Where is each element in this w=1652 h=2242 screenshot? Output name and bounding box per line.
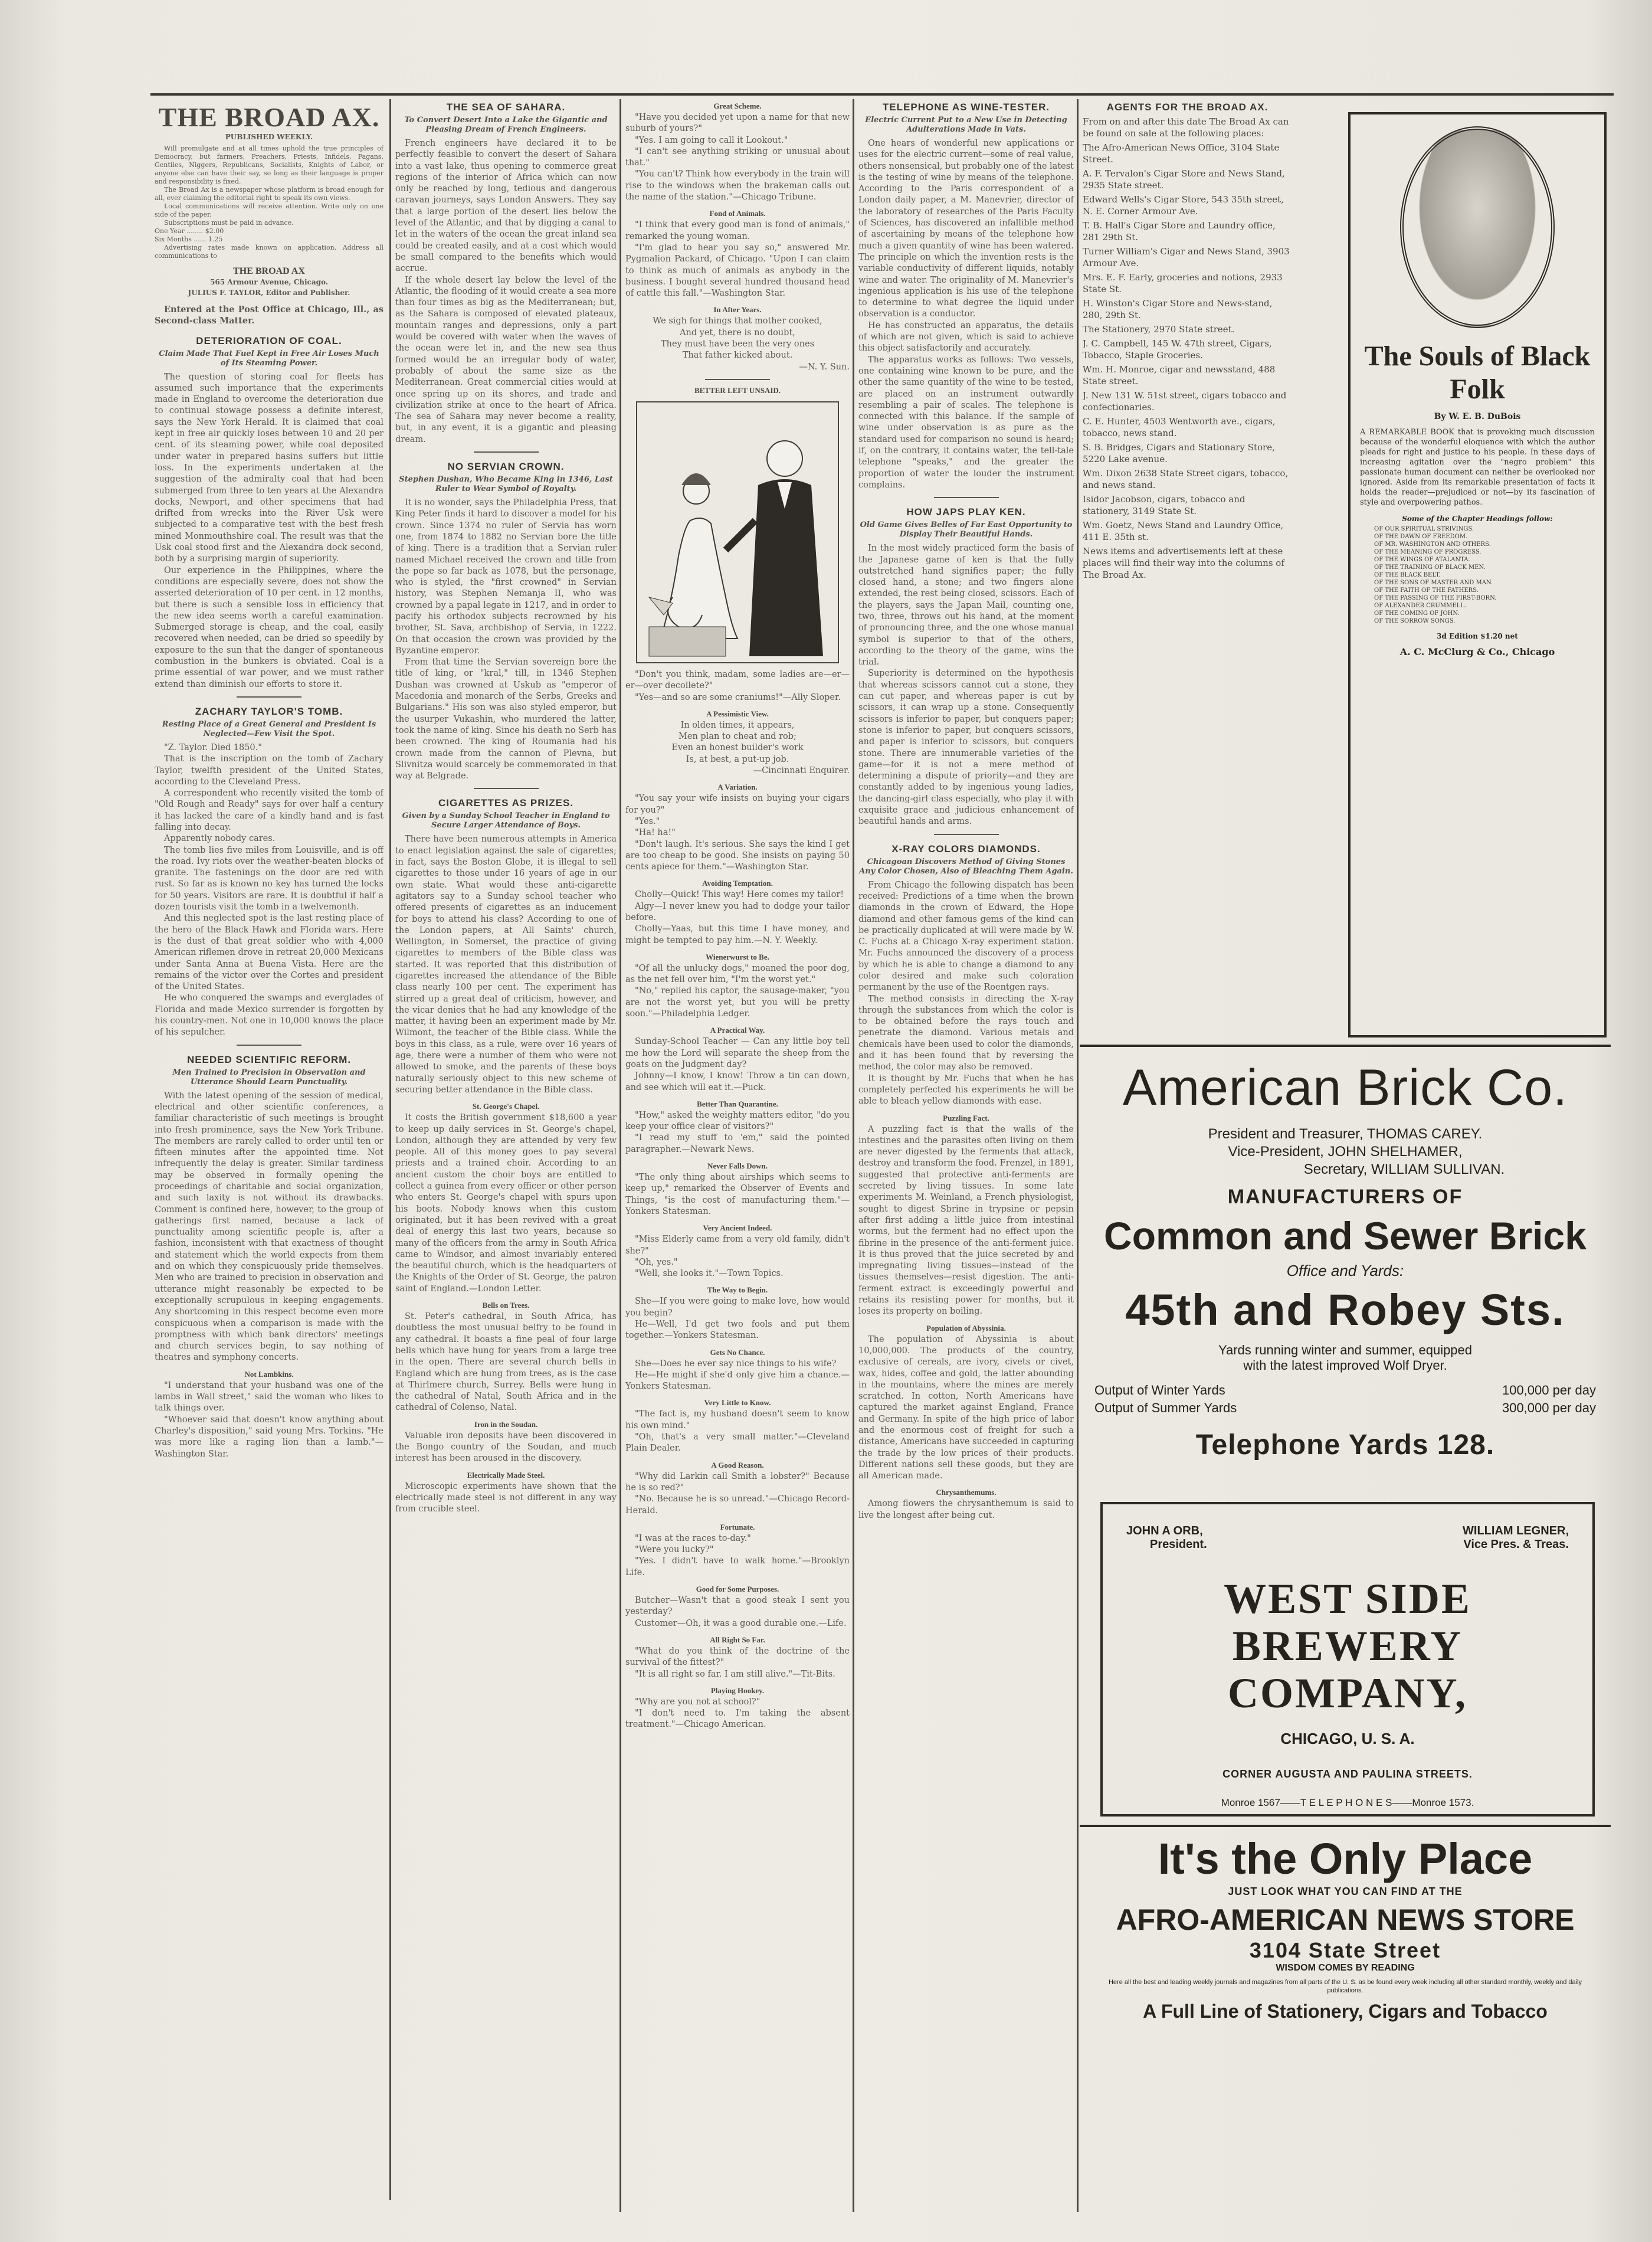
brewery-line-3: COMPANY,	[1228, 1670, 1467, 1717]
article-paragraph: Superiority is determined on the hypothesis that whereas scissors cannot cut a stone, they can cut paper, and whereas paper is cut by scissors, it can wrap up a stone. Consequently scissors is inferior to paper, but conquers paper; stone is inferior to paper, but conquers scissors, and paper is inferior to scissors, but conquers stone. There are innumerable varieties of the game—for it is not a mere method of determining a dispute of priority—and they are constantly added to by ingenious young ladies, the dancing-girl class especially, who play it with exquisite grace and judicious enhancement of beautiful hands and arms.	[858, 669, 1074, 827]
verse-line: Men plan to cheat and rob;	[678, 732, 796, 742]
news-store-name: AFRO-AMERICAN NEWS STORE	[1116, 1903, 1575, 1936]
item-headline: The Way to Begin.	[707, 1285, 768, 1295]
joke-line: He—He might if she'd only give him a chance.—Yonkers Statesman.	[625, 1370, 850, 1392]
article-paragraph: A correspondent who recently visited the tomb of "Old Rough and Ready" says for over half a century it has lacked the care of a kindly hand and is fast falling into decay.	[155, 788, 384, 832]
list-item: Mrs. E. F. Early, groceries and notions, 2933 State St.	[1083, 272, 1283, 294]
item-headline: Wienerwurst to Be.	[706, 952, 769, 961]
joke-line: "I'm glad to hear you say so," answered Mr. Pygmalion Packard, of Chicago. "Upon I can claim to think as much of animals as anybody in the business. I bought several hundred thousand head of cattle this fall."—Washington Star.	[625, 243, 850, 299]
article-subhead: Electric Current Put to a New Use in Detecting Adulterations Made in Vats.	[865, 116, 1067, 134]
article-paragraph: "Whoever said that doesn't know anything about Charley's disposition," said young Mrs. Torkins. "He was more like a raging lion than a lamb."—Washington Star.	[155, 1415, 384, 1459]
joke-line: "The only thing about airships which seems to keep up," remarked the Observer of Events and Things, "is the cost of manufacturing them."—Yonkers Statesman.	[625, 1173, 850, 1216]
list-item: OF THE PASSING OF THE FIRST-BORN.	[1374, 595, 1497, 601]
divider	[934, 834, 999, 835]
president-title: President.	[1150, 1538, 1207, 1551]
brick-product: Common and Sewer Brick	[1104, 1214, 1587, 1258]
brick-officer-3: Secretary, WILLIAM SULLIVAN.	[1303, 1161, 1505, 1177]
verse-source: —Cincinnati Enquirer.	[753, 766, 850, 776]
joke-line: "Why are you not at school?"	[635, 1697, 761, 1707]
item-headline: Gets No Chance.	[710, 1347, 765, 1357]
brewery-officers	[1103, 1504, 1592, 1552]
article-headline: ZACHARY TAYLOR'S TOMB.	[195, 705, 343, 717]
joke-line: "I was at the races to-day."	[635, 1533, 751, 1543]
output-label: Output of Winter Yards	[1094, 1383, 1225, 1397]
item-headline: Better Than Quarantine.	[697, 1099, 778, 1108]
output-label: Output of Summer Yards	[1094, 1400, 1237, 1415]
news-store-headline: It's the Only Place	[1158, 1834, 1533, 1883]
list-item: Wm. H. Monroe, cigar and newsstand, 488 State street.	[1083, 364, 1276, 387]
masthead-published: PUBLISHED WEEKLY.	[225, 133, 313, 141]
list-item: OF MR. WASHINGTON AND OTHERS.	[1374, 541, 1491, 548]
article-paragraph: Among flowers the chrysanthemum is said to live the longest after being cut.	[858, 1499, 1074, 1520]
article-paragraph: There have been numerous attempts in America to enact legislation against the sale of cigarettes; in fact, says the Boston Globe, it is illegal to sell cigarettes to those under 16 years of age in our own state. What would these anti-cigarette agitators say to a Sunday school teacher who offered presents of cigarettes as an inducement for boys to attend his class? According to one of the London papers, at All Saints' church, Wellington, in Somerset, the practice of giving cigarettes to members of the Bible class was started. It was reported that this distribution of cigarettes increased the attendance of the Bible class nearly 100 per cent. The experiment has stirred up a great deal of criticism, however, and the vicar denies that he had any knowledge of the matter, it having been an experiment made by Mr. Wilmont, the teacher of the Bible class. While the boys in this class, as a rule, were over 16 years of age, there were a number of them who were not allowed to smoke, and the parents of these boys naturally seriously object to this new scheme of securing better attendance in the Bible class.	[395, 834, 617, 1095]
joke-line: Sunday-School Teacher — Can any little boy tell me how the Lord will separate the sheep from the goats on the Judgment day?	[625, 1037, 850, 1069]
joke-line: Cholly—Quick! This way! Here comes my tailor!	[635, 890, 844, 900]
item-headline: A Variation.	[717, 783, 758, 792]
item-headline: Not Lambkins.	[244, 1369, 294, 1379]
verse-line: Is, at best, a put-up job.	[686, 754, 789, 764]
list-item: OF THE BLACK BELT.	[1374, 572, 1441, 578]
joke-line: Algy—I never knew you had to dodge your tailor before.	[625, 901, 850, 922]
item-headline: Great Scheme.	[713, 102, 762, 110]
column-4	[858, 99, 1074, 2218]
brewery-city: CHICAGO, U. S. A.	[1280, 1730, 1415, 1747]
top-rule	[150, 93, 1614, 96]
joke-line: "Have you decided yet upon a name for that new suburb of yours?"	[625, 113, 850, 134]
joke-line: "Oh, that's a very small matter."—Cleveland Plain Dealer.	[625, 1432, 850, 1454]
divider	[237, 1045, 301, 1046]
divider	[705, 379, 770, 380]
brick-telephone: Telephone Yards 128.	[1195, 1429, 1495, 1461]
joke-line: "Of all the unlucky dogs," moaned the poor dog, as the net fell over him, "I'm the worst yet."	[625, 963, 850, 985]
brewery-vice-president	[1463, 1524, 1569, 1552]
brick-company-ad	[1083, 1059, 1608, 1461]
joke-line: "Don't laugh. It's serious. She says the kind I get are too cheap to be good. She insists on paying 50 cents apiece for them."—Washington Star.	[625, 839, 850, 872]
list-item: OF THE WINGS OF ATALANTA.	[1374, 557, 1470, 563]
joke-line: Customer—Oh, it was a good durable one.—Life.	[635, 1618, 847, 1628]
souls-of-black-folk-ad	[1348, 112, 1607, 1037]
article-paragraph: If the whole desert lay below the level of the Atlantic, the flooding of it would create a sea more than four times as big as the Mediterranean; but, as the Sahara is composed of elevated plateaux, mountain ranges and depressions, only a part would be covered with water when the waves of the ocean were let in, and the new sea thus formed would be an irregular body of water, probably of about the same size as the Mediterranean. Great commercial cities would at once spring up on its shores, and trade and civilization strike at once to the heart of Africa. The sea of Sahara may never become a reality, but, in any event, it is a gigantic and pleasing dream.	[395, 275, 617, 444]
agents-intro: From on and after this date The Broad Ax can be found on sale at the following places:	[1083, 116, 1289, 139]
chapter-label: Some of the Chapter Headings follow:	[1402, 515, 1553, 523]
list-item: S. B. Bridges, Cigars and Stationary Store, 5220 Lake avenue.	[1083, 442, 1275, 464]
joke-line: "Oh, yes."	[635, 1257, 678, 1267]
item-headline: A Pessimistic View.	[706, 709, 769, 718]
masthead-blurb-2: The Broad Ax is a newspaper whose platform is broad enough for all, ever claiming the editorial right to speak its own views.	[155, 186, 384, 202]
article-paragraph: Microscopic experiments have shown that the electrically made steel is not different in any way from crucible steel.	[395, 1481, 617, 1514]
column-rule	[1077, 99, 1079, 2212]
list-item: OF THE MEANING OF PROGRESS.	[1374, 549, 1481, 555]
output-value: 300,000 per day	[1502, 1400, 1596, 1415]
cartoon-illustration	[636, 401, 839, 663]
item-headline: Electrically Made Steel.	[467, 1470, 545, 1480]
brick-manufacturers-label: MANUFACTURERS OF	[1227, 1186, 1463, 1208]
item-headline: Very Little to Know.	[704, 1398, 771, 1408]
book-publisher: A. C. McClurg & Co., Chicago	[1399, 646, 1555, 657]
joke-line: "I can't see anything striking or unusual about that."	[625, 146, 850, 168]
news-store-address: 3104 State Street	[1249, 1938, 1441, 1962]
article-paragraph: And this neglected spot is the last resting place of the hero of the Black Hawk and Florida wars. Here is the dust of that great soldier who with 4,000 American riflemen drove in retreat 20,000 Mexicans under Santa Anna at Buena Vista. Here are the remains of the victor over the Cortes and president of the United States.	[155, 914, 384, 992]
article-subhead: Chicagoan Discovers Method of Giving Stones Any Color Chosen, Also of Bleaching Them Again.	[859, 857, 1073, 876]
joke-line: "Were you lucky?"	[635, 1545, 714, 1555]
article-paragraph: French engineers have declared it to be perfectly feasible to convert the desert of Sahara into a vast lake, thus opening to commerce great regions of the interior of Africa which can now only be reached by long, tedious and dangerous caravan journeys, says London Answers. They say that a large portion of the desert lies below the level of the Atlantic, and that by digging a canal to let in the waters of the ocean the great inland sea could be created easily, and at a cost which would be small compared to the benefits which would accrue.	[395, 139, 617, 274]
item-headline: St. George's Chapel.	[472, 1102, 540, 1111]
cartoon-caption: "Yes—and so are some craniums!"—Ally Sloper.	[635, 692, 841, 702]
article-paragraph: Valuable iron deposits have been discovered in the Bongo country of the Soudan, and much interest has been aroused in the discovery.	[395, 1431, 617, 1464]
article-subhead: Given by a Sunday School Teacher in England to Secure Larger Attendance of Boys.	[402, 811, 610, 830]
item-headline: Bells on Trees.	[482, 1301, 530, 1310]
item-headline: Iron in the Soudan.	[474, 1419, 538, 1429]
article-paragraph: The method consists in directing the X-ray through the substances from which the color is to be obtained before the rays touch and penetrate the diamond. Various metals and chemicals have been used to color the diamonds, and it has been found that by reversing the method, the color may also be removed.	[858, 994, 1074, 1072]
brick-officer-1: President and Treasurer, THOMAS CAREY.	[1208, 1126, 1483, 1142]
list-item: Wm. Dixon 2638 State Street cigars, tobacco, and news stand.	[1083, 468, 1289, 490]
joke-line: "I think that every good man is fond of animals," remarked the young woman.	[625, 220, 850, 241]
article-paragraph: With the latest opening of the session of medical, electrical and other scientific conferences, a familiar characteristic of such meetings is brought into fresh prominence, says the New York Tribune. The members are rarely called to order until ten or fifteen minutes after the appointed time. Not infrequently the delay is greater. Similar tardiness may be observed in formally opening the proceedings of charitable and social organization, and such laxity is not without its drawbacks. Comment is confined here, however, to the group of gatherings first named, because a lack of punctuality among scientific people is, after a fashion, inconsistent with that exactness of thought and statement which the world expects from them and on which they conspicuously pride themselves. Men who are trained to precision in observation and utterance might reasonably be expected to be exceptionally scrupulous in keeping engagements. Any shortcoming in this respect become even more conspicuous when a comparison is made with the promptness with which bank directors' meetings and church services begin, to say nothing of theatres and symphony concerts.	[155, 1091, 384, 1363]
article-paragraph: St. Peter's cathedral, in South Africa, has doubtless the most unusual belfry to be found in any cathedral. It boasts a fine peal of four large bells which have hung for years from a large tree in the open. There are several church bells in England which are hung from trees, as is the case at Thirlmere church, Surrey. Bells were hung in the cathedral of Natal, South Africa and in the cathedral of Colenso, Natal.	[395, 1312, 617, 1413]
article-subhead: Resting Place of a Great General and President Is Neglected—Few Visit the Spot.	[162, 719, 376, 738]
brewery-phones: Monroe 1567——T E L E P H O N E S——Monroe 1573.	[1221, 1797, 1474, 1808]
joke-line: "Yes. I didn't have to walk home."—Brooklyn Life.	[625, 1556, 850, 1577]
list-item: OF THE FAITH OF THE FATHERS.	[1374, 587, 1479, 594]
article-paragraph: That is the inscription on the tomb of Zachary Taylor, twelfth president of the United States, according to the Cleveland Press.	[155, 754, 384, 787]
vice-president-name: WILLIAM LEGNER,	[1463, 1524, 1569, 1537]
article-paragraph: It is thought by Mr. Fuchs that when he has completely perfected his experiments he will be able to bleach yellow diamonds with ease.	[858, 1073, 1074, 1107]
brick-address: 45th and Robey Sts.	[1125, 1285, 1565, 1334]
list-item: OF THE SONS OF MASTER AND MAN.	[1374, 580, 1493, 586]
column-rule	[853, 99, 854, 2212]
brewery-corner: CORNER AUGUSTA AND PAULINA STREETS.	[1222, 1768, 1473, 1780]
joke-line: "Miss Elderly came from a very old family, didn't she?"	[625, 1235, 850, 1256]
entered-notice: Entered at the Post Office at Chicago, Ill., as Second-class Matter.	[155, 305, 384, 326]
article-paragraph: "Z. Taylor. Died 1850."	[164, 742, 262, 752]
masthead-name: THE BROAD AX	[233, 266, 305, 276]
list-item: News items and advertisements left at these places will find their way into the columns of The Broad Ax.	[1083, 546, 1284, 580]
article-paragraph: The population of Abyssinia is about 10,000,000. The products of the country, exclusive of cereals, are ivory, civets or civet, wax, hides, coffee and gold, the latter abounding in the mountains, where the mines are merely scratched. In cotton, North Americans have captured the market against England, France and Germany. In spite of the high price of labor and the enormous cost of freight for such a distance, Americans have succeeded in capturing the trade by the low prices of their products. Different nations sell these goods, but they are all American made.	[858, 1334, 1074, 1481]
article-headline: X-RAY COLORS DIAMONDS.	[891, 843, 1041, 855]
brewery-line-2: BREWERY	[1232, 1622, 1463, 1670]
column-1	[155, 99, 384, 2218]
joke-line: Johnny—I know, I know! Throw a tin can down, and see which will eat it.—Puck.	[625, 1071, 850, 1092]
article-subhead: Claim Made That Fuel Kept in Free Air Loses Much of Its Steaming Power.	[159, 349, 379, 368]
news-store-description: Here all the best and leading weekly journals and magazines from all parts of the U. S. as be found every week including all other standard monthly, weekly and daily publications.	[1108, 1979, 1582, 1994]
verse-line: They must have been the very ones	[660, 339, 815, 349]
list-item: C. E. Hunter, 4503 Wentworth ave., cigars, tobacco, news stand.	[1083, 416, 1276, 438]
vice-president-title: Vice Pres. & Treas.	[1463, 1538, 1569, 1551]
joke-line: "Why did Larkin call Smith a lobster?" Because he is so red?"	[625, 1471, 850, 1493]
joke-line: She—If you were going to make love, how would you begin?	[625, 1297, 850, 1318]
article-paragraph: A puzzling fact is that the walls of the intestines and the parasites often living on them are never digested by the ferments that attack, destroy and transform the food. Frenzel, in 1891, suggested that protective anti-ferments are secreted by living tissues. In some late experiments M. Weinland, a French physiologist, sought to digest Sbrine in trypsine or pepsin after first adding a little juice from intestinal worms, but the ferment had no effect upon the fibrine in the presence of the anti-ferment juice. It is thus proved that the juice secreted by and impregnating living tissues—instead of the tissues themselves—resist digestion. The anti-ferment extract is exceedingly powerful and retains its resisting power for months, but it loses its property on boiling.	[858, 1124, 1074, 1317]
verse-line: Even an honest builder's work	[671, 743, 804, 753]
item-headline: A Good Reason.	[711, 1460, 764, 1469]
brick-company-name: American Brick Co.	[1123, 1059, 1568, 1116]
item-headline: Fortunate.	[720, 1522, 755, 1531]
divider	[237, 696, 301, 698]
ad-divider	[1080, 1045, 1611, 1047]
news-store-wisdom: WISDOM COMES BY READING	[1276, 1963, 1415, 1973]
joke-line: "Yes."	[635, 816, 660, 826]
list-item: OF OUR SPIRITUAL STRIVINGS.	[1374, 526, 1474, 532]
joke-line: Butcher—Wasn't that a good steak I sent you yesterday?	[625, 1596, 850, 1617]
book-description: A REMARKABLE BOOK that is provoking much discussion because of the wonderful eloquence with which the author pleads for right and justice to his people. In these days of increasing agitation over the "negro problem" this passionate human document can neither be overlooked nor ignored. Aside from its remarkable presentation of facts it holds the reader—prejudiced or not—by its fascination of style and overpowering pathos.	[1360, 428, 1595, 507]
masthead-editor: JULIUS F. TAYLOR, Editor and Publisher.	[188, 289, 350, 297]
joke-line: "You say your wife insists on buying your cigars for you?"	[625, 794, 850, 815]
article-subhead: Old Game Gives Belles of Far East Opportunity to Display Their Beautiful Hands.	[860, 521, 1073, 539]
article-paragraph: The tomb lies five miles from Louisville, and is off the road. Ivy riots over the weather-beaten blocks of granite. The fastenings on the door are red with rust. So far as is known no key has turned the locks for 50 years. Visitors are rare. It is doubtful if half a dozen tourists visit the tomb in a twelvemonth.	[155, 845, 384, 912]
article-paragraph: One hears of wonderful new applications or uses for the electric current—some of real value, others nonsensical, but probably one of the latest is the testing of wine by means of the telephone. According to the Paris correspondent of a London daily paper, a M. Manevrier, director of the laboratory of researches of the Paris Faculty of Sciences, has discovered an infallible method of ascertaining by means of the telephone how much a given quantity of wine has been watered. The principle on which the invention rests is the variable conductivity of different liquids, notably wine and water. The originality of M. Manevrier's ingenious application is his use of the telephone to determine to what degree the liquid under observation is a conductor.	[858, 139, 1074, 319]
column-2	[395, 99, 617, 2200]
ad-divider	[1080, 1825, 1611, 1827]
news-store-ad	[1083, 1832, 1608, 2022]
article-paragraph: From Chicago the following dispatch has been received: Predictions of a time when the brown diamonds in the crown of Edward, the Hope diamond and other famous gems of the kind can be practically duplicated at will were made by W. C. Fuchs at a Chicago X-ray experiment station. Mr. Fuchs announced the discovery of a process by which he is able to change a diamond to any color desired and make such coloration permanent by the use of the Roentgen rays.	[858, 880, 1074, 993]
article-headline: DETERIORATION OF COAL.	[196, 335, 342, 346]
verse-line: In olden times, it appears,	[680, 720, 795, 730]
news-store-stationery: A Full Line of Stationery, Cigars and Tobacco	[1143, 2001, 1548, 2022]
article-paragraph: Apparently nobody cares.	[164, 834, 276, 844]
article-paragraph: He has constructed an apparatus, the details of which are not given, which is said to achieve this object satisfactorily and accurately.	[858, 320, 1074, 354]
list-item: Turner William's Cigar and News Stand, 3903 Armour Ave.	[1083, 246, 1290, 269]
article-headline: THE SEA OF SAHARA.	[446, 102, 566, 113]
joke-line: She—Does he ever say nice things to his wife?	[635, 1359, 837, 1369]
author-portrait	[1400, 126, 1555, 328]
article-subhead: Men Trained to Precision in Observation and Utterance Should Learn Punctuality.	[172, 1068, 366, 1086]
column-3	[625, 99, 850, 2218]
brewery-line-1: WEST SIDE	[1224, 1575, 1471, 1622]
article-paragraph: From that time the Servian sovereign bore the title of king, or "kral," till, in 1346 Stephen Dushan was crowned at Uskub as "emperor of Macedonia and monarch of the Serbs, Greeks and Bulgarians." His son was also styled emperor, but the usurper Vukashin, who murdered the latter, took the name of king. Since his death no Serb has been crowned. The king of Roumania had his crown made from the cannon of Plevna, but Slivnitza would scarcely be commemorated in that way at Belgrade.	[395, 657, 617, 781]
agents-title: AGENTS FOR THE BROAD AX.	[1106, 102, 1268, 113]
article-paragraph: In the most widely practiced form the basis of the Japanese game of ken is that the fully outstretched hand signifies paper; the fully closed hand, a stone; and two fingers alone extended, the rest being closed, scissors. Each of the players, says the Japan Mail, counting one, two, three, throws out his hand, at the moment of pronouncing three, and the one whose manual symbol is superior to that of the others, according to the theory of the game, wins the trial.	[858, 544, 1074, 667]
list-item: OF THE TRAINING OF BLACK MEN.	[1374, 564, 1486, 571]
brick-yards-2: with the latest improved Wolf Dryer.	[1243, 1358, 1447, 1373]
joke-line: "No. Because he is so unread."—Chicago Record-Herald.	[625, 1494, 850, 1516]
cartoon-caption: "Don't you think, madam, some ladies are—er—er—over decollete?"	[625, 669, 850, 691]
joke-line: "Yes. I am going to call it Lookout."	[635, 135, 788, 145]
article-subhead: To Convert Desert Into a Lake the Gigantic and Pleasing Dream of French Engineers.	[404, 116, 608, 134]
book-title: The Souls of Black Folk	[1364, 341, 1591, 405]
article-paragraph: Our experience in the Philippines, where the conditions are especially severe, does not show the asserted deterioration of 10 per cent. in 12 months, but there is such a sensible loss in efficiency that the new idea seems worth a careful examination. Submerged storage is cheap, and the coal, easily recovered when needed, can be dried so speedily by exposure to the sun that the danger of spontaneous combustion in the bunkers is obviated. Coal is a prime essential of war power, and we must rather extend than diminish our efforts to store it.	[155, 565, 384, 689]
article-paragraph: The apparatus works as follows: Two vessels, one containing wine known to be pure, and the other the same quantity of the wine to be tested, are placed on an instrument outwardly resembling a pair of scales. The telephone is connected with this balance. If the sample of wine under observation is as pure as the standard used for comparison no sound is heard; if, on the contrary, it contains water, the tell-tale telephone "speaks," and the greater the proportion of water the louder the instrument complains.	[858, 355, 1074, 490]
article-headline: NEEDED SCIENTIFIC REFORM.	[186, 1053, 352, 1065]
item-headline: Chrysanthemums.	[936, 1488, 997, 1497]
article-subhead: Stephen Dushan, Who Became King in 1346, Last Ruler to Wear Symbol of Royalty.	[399, 475, 613, 494]
list-item: Isidor Jacobson, cigars, tobacco and stationery, 3149 State St.	[1083, 494, 1245, 516]
brick-office-label: Office and Yards:	[1286, 1262, 1404, 1279]
joke-line: "I read my stuff to 'em," said the pointed paragrapher.—Newark News.	[625, 1133, 850, 1154]
cartoon-title: BETTER LEFT UNSAID.	[694, 385, 781, 395]
column-rule	[389, 99, 391, 2200]
book-price: 3d Edition $1.20 net	[1437, 632, 1518, 640]
joke-line: "I don't need to. I'm taking the absent treatment."—Chicago American.	[625, 1708, 850, 1730]
article-headline: TELEPHONE AS WINE-TESTER.	[882, 102, 1050, 113]
list-item: The Stationery, 2970 State street.	[1083, 324, 1235, 335]
rate-six-months: Six Months ...... 1.25	[155, 235, 223, 243]
article-headline: CIGARETTES AS PRIZES.	[438, 797, 574, 809]
item-headline: Never Falls Down.	[707, 1161, 768, 1171]
book-author: By W. E. B. DuBois	[1434, 412, 1521, 421]
list-item: Wm. Goetz, News Stand and Laundry Office, 411 E. 35th st.	[1083, 520, 1284, 542]
article-paragraph: He who conquered the swamps and everglades of Florida and made Mexico surrender is forgotten by his country-men. Not one in 10,000 knows the place of his sepulcher.	[155, 993, 384, 1037]
divider	[934, 497, 999, 498]
item-headline: Avoiding Temptation.	[702, 879, 773, 888]
subscription-note: Subscriptions must be paid in advance.	[164, 219, 294, 227]
masthead-blurb: Will promulgate and at all times uphold the true principles of Democracy, but farmers, Preachers, Priests, Infidels, Pagans, Gentiles, Niggers, Republicans, Socialists, Knights of Labor, or anyone else can have their say, so long as their language is proper and responsibility is fixed.	[155, 145, 384, 185]
item-headline: Playing Hookey.	[710, 1685, 765, 1695]
masthead-blurb-3: Local communications will receive attention. Write only on one side of the paper.	[155, 202, 384, 218]
list-item: Edward Wells's Cigar Store, 543 35th street, N. E. Corner Armour Ave.	[1083, 194, 1284, 217]
item-headline: Population of Abyssinia.	[926, 1323, 1006, 1333]
list-item: The Afro-American News Office, 3104 State Street.	[1083, 142, 1280, 165]
article-paragraph: The question of storing coal for fleets has assumed such importance that the experiments made in England to overcome the deterioration due to continual stowage possess a definite interest, says the New York Herald. It is claimed that coal kept in free air quickly loses between 10 and 20 per cent. of its steaming power, while coal deposited under water in prepared basins suffers but little loss. In the experiments undertaken at the suggestion of the admiralty coal that had been submerged from three to ten years at the Alexandra docks, Newport, and other specimens that had drifted from wrecks into the River Usk were subjected to a comparative test with the best fresh mined Monmouthshire coal. The result was that the Usk coal stood first and the Alexandra dock second, both by a surprising margin of superiority.	[155, 372, 384, 564]
advertising-note: Advertising rates made known on application. Address all communications to	[155, 244, 384, 260]
joke-line: "Ha! ha!"	[635, 828, 676, 838]
brick-output-winter	[1094, 1383, 1596, 1398]
brick-yards-1: Yards running winter and summer, equipped	[1218, 1343, 1473, 1357]
list-item: OF THE COMING OF JOHN.	[1374, 610, 1460, 617]
joke-line: "No," replied his captor, the sausage-maker, "you are not the worst yet, but you will be pretty soon."—Philadelphia Ledger.	[625, 986, 850, 1019]
news-store-just: JUST LOOK WHAT YOU CAN FIND AT THE	[1228, 1886, 1463, 1897]
list-item: J. C. Campbell, 145 W. 47th street, Cigars, Tobacco, Staple Groceries.	[1083, 338, 1272, 361]
masthead-title: THE BROAD AX.	[158, 102, 380, 132]
president-name: JOHN A ORB,	[1126, 1524, 1203, 1537]
brick-officer-2: Vice-President, JOHN SHELHAMER,	[1228, 1144, 1463, 1160]
output-value: 100,000 per day	[1502, 1383, 1596, 1397]
article-headline: NO SERVIAN CROWN.	[447, 461, 565, 473]
brewery-ad	[1100, 1502, 1595, 1816]
item-headline: All Right So Far.	[710, 1635, 765, 1644]
joke-line: "What do you think of the doctrine of the survival of the fittest?"	[625, 1646, 850, 1668]
list-item: OF THE SORROW SONGS.	[1374, 618, 1456, 624]
verse-line: We sigh for things that mother cooked,	[653, 316, 822, 326]
list-item: OF ALEXANDER CRUMMELL.	[1374, 603, 1467, 609]
masthead-address: 565 Armour Avenue, Chicago.	[210, 278, 328, 286]
joke-line: Cholly—Yaas, but this time I have money, and might be tempted to pay him.—N. Y. Weekly.	[625, 924, 850, 945]
joke-line: "You can't? Think how everybody in the train will rise to the windows when the brakeman calls out the name of the station."—Chicago Tribune.	[625, 169, 850, 202]
verse-source: —N. Y. Sun.	[799, 362, 850, 372]
brewery-president	[1126, 1524, 1207, 1552]
item-headline: Fond of Animals.	[709, 209, 766, 218]
brick-output-summer	[1094, 1400, 1596, 1416]
list-item: A. F. Tervalon's Cigar Store and News Stand, 2935 State street.	[1083, 168, 1285, 191]
item-headline: Puzzling Fact.	[943, 1113, 989, 1122]
verse-line: And yet, there is no doubt,	[680, 328, 795, 338]
divider	[474, 451, 539, 453]
item-headline: In After Years.	[713, 305, 762, 315]
item-headline: A Practical Way.	[710, 1026, 765, 1035]
article-paragraph: It is no wonder, says the Philadelphia Press, that King Peter finds it hard to discover a model for his crown. Since 1374 no ruler of Servia has worn one, from 1874 to 1882 no Servian bore the title of king. There is a tradition that a Servian ruler named Michael received the crown and title from the pope so far back as 1078, but the personage, who is styled, the "first crowned" in Servian history, was Stephen Nemanja II, who was crowned by a papal legate in 1217, and in order to pacify his orthodox subjects recrowned by his brother, St. Sava, archbishop of Servia, in 1222. On that occasion the crown was provided by the Byzantine emperor.	[395, 498, 617, 656]
chapter-list	[1351, 525, 1604, 625]
list-item: H. Winston's Cigar Store and News-stand, 280, 29th St.	[1083, 298, 1273, 320]
list-item: T. B. Hall's Cigar Store and Laundry office, 281 29th St.	[1083, 220, 1276, 243]
rate-one-year: One Year ........ $2.00	[155, 227, 224, 235]
item-headline: Very Ancient Indeed.	[703, 1223, 772, 1233]
item-headline: Good for Some Purposes.	[696, 1585, 779, 1594]
article-paragraph: "I understand that your husband was one of the lambs in Wall street," said the woman who likes to talk things over.	[155, 1380, 384, 1413]
verse-line: That father kicked about.	[682, 351, 793, 361]
joke-line: "It is all right so far. I am still alive."—Tit-Bits.	[635, 1669, 835, 1679]
article-paragraph: It costs the British government $18,600 a year to keep up daily services in St. George's chapel, London, although they are attended by very few people. All of this money goes to pay several priests and a trained choir. According to an ancient custom the choir boys are entitled to collect a guinea from every officer or other person who enters St. George's chapel with spurs upon his boots. Nobody knows when this custom originated, but it has been revived with a great deal of energy this last two years, because so many of the officers from the army in South Africa came to Windsor, and almost invariably entered the beautiful church, which is the headquarters of the Knights of the Order of St. George, the patron saint of England.—London Letter.	[395, 1113, 617, 1294]
list-item: J. New 131 W. 51st street, cigars tobacco and confectionaries.	[1083, 390, 1287, 413]
joke-line: "Well, she looks it."—Town Topics.	[635, 1269, 784, 1279]
column-rule	[620, 99, 621, 2212]
joke-line: He—Well, I'd get two fools and put them together.—Yonkers Statesman.	[625, 1320, 850, 1341]
joke-line: "How," asked the weighty matters editor, "do you keep your office clear of visitors?"	[625, 1110, 850, 1132]
divider	[474, 788, 539, 789]
list-item: OF THE DAWN OF FREEDOM.	[1374, 534, 1468, 540]
article-headline: HOW JAPS PLAY KEN.	[906, 506, 1026, 518]
joke-line: "The fact is, my husband doesn't seem to know his own mind."	[625, 1409, 850, 1431]
